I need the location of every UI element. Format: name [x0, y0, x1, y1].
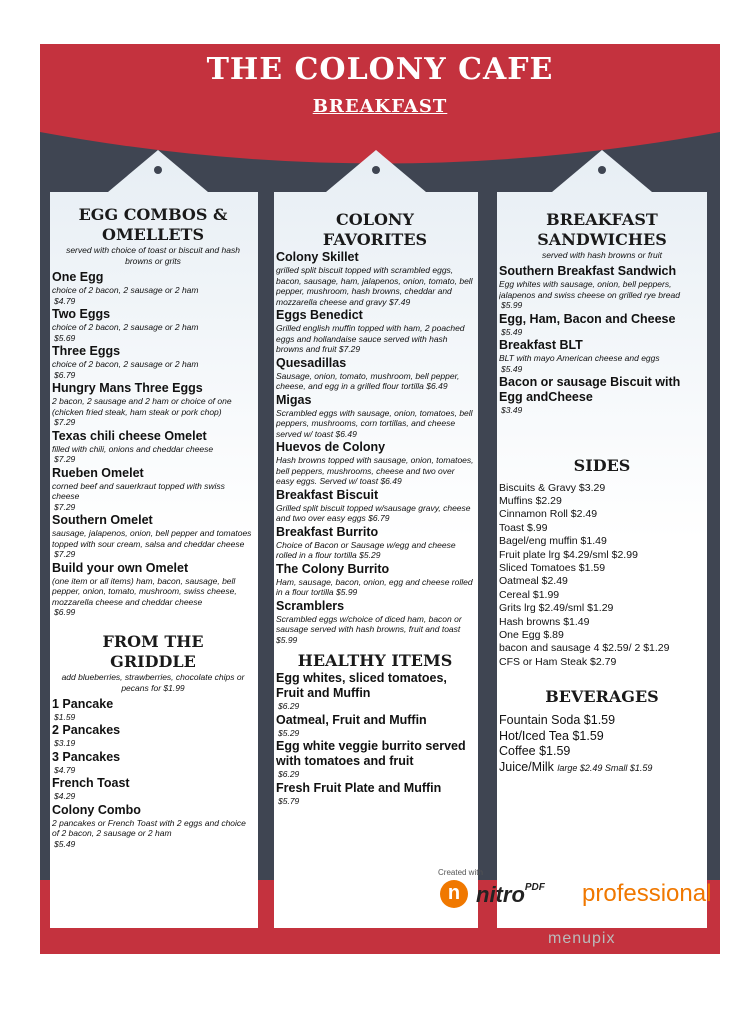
- section-title-line: OMELLETS: [102, 225, 204, 244]
- item-description: sausage, jalapenos, onion, bell pepper and tomatoes topped with sour cream, salsa and cheddar cheese: [52, 528, 252, 549]
- side-item: bacon and sausage 4 $2.59/ 2 $1.29: [499, 642, 670, 655]
- section-note: served with choice of toast or biscuit and hash browns or grits: [66, 245, 240, 266]
- item-description: choice of 2 bacon, 2 sausage or 2 ham: [52, 285, 199, 295]
- item-price: $5.69: [54, 332, 76, 343]
- item-description: Scrambled eggs with sausage, onion, tomatoes, bell peppers, mushrooms, corn tortillas, and cheese served w/ toast $6.49: [276, 407, 473, 439]
- item-price: $7.29: [54, 454, 76, 464]
- watermark-pdf: PDF: [524, 882, 545, 893]
- item-description: Sausage, onion, tomato, mushroom, bell pepper, cheese, and egg in a grilled flour tortilla $6.49: [276, 370, 460, 391]
- item-name: Colony Skillet: [276, 250, 359, 264]
- item-name: Build your own Omelet: [52, 560, 189, 575]
- item-price: $6.29: [278, 701, 300, 711]
- item-description: Scrambled eggs w/choice of diced ham, bacon or sausage served with hash browns, fruit and toast $5.99: [276, 613, 462, 645]
- side-item: One Egg $.89: [499, 628, 564, 641]
- item-price: $7.29: [338, 344, 361, 354]
- item-name: Egg, Ham, Bacon and Cheese: [499, 311, 676, 326]
- sides-list: [499, 482, 705, 670]
- item-price: $6.49: [426, 381, 448, 391]
- item-description: grilled split biscuit topped with scrambled eggs, bacon, sausage, ham, jalapenos, onion, tomato, bell pepper, mushroom, hash browns, cheddar and mozzarella cheese and gravy $7.49: [276, 265, 473, 307]
- item-price: $5.99: [501, 300, 523, 310]
- item-price: $1.59: [54, 711, 76, 722]
- item-description: 2 pancakes or French Toast with 2 eggs and choice of 2 bacon, 2 sausage or 2 ham: [52, 817, 246, 838]
- item-price: $4.29: [54, 791, 76, 801]
- section-title: [276, 210, 474, 250]
- item-name: Huevos de Colony: [276, 440, 386, 454]
- item-name: Egg white veggie burrito served with tomatoes and fruit: [276, 739, 466, 768]
- item-name: 1 Pancake: [52, 696, 114, 711]
- beverage-price: $1.59: [539, 744, 571, 759]
- item-price: $5.79: [278, 795, 300, 806]
- beverage-name: Hot/Iced Tea: [499, 728, 569, 743]
- item-description: choice of 2 bacon, 2 sausage or 2 ham: [52, 322, 199, 332]
- menupix-watermark: menupix: [548, 930, 616, 947]
- item-description: BLT with mayo American cheese and eggs: [499, 353, 660, 363]
- cafe-title: THE COLONY CAFE: [206, 52, 554, 87]
- beverage-price: $1.59: [583, 713, 616, 728]
- item-price: $6.79: [54, 369, 76, 380]
- beverage-name: Juice/Milk: [499, 759, 554, 774]
- item-name: Rueben Omelet: [52, 465, 144, 480]
- item-price: $6.49: [335, 428, 357, 439]
- menu-item: [52, 270, 254, 306]
- beverage-item: [499, 729, 705, 745]
- item-name: 2 Pancakes: [52, 723, 121, 737]
- section-title-line: GRIDDLE: [110, 651, 196, 671]
- item-price: $6.99: [54, 607, 76, 617]
- item-description: Ham, sausage, bacon, onion, egg and cheese rolled in a flour tortilla $5.99: [276, 576, 473, 597]
- side-item: Toast $.99: [499, 521, 548, 534]
- menu-item: [276, 599, 474, 646]
- menu-item: [276, 440, 474, 487]
- menu-item: [52, 776, 254, 802]
- item-description: choice of 2 bacon, 2 sausage or 2 ham: [52, 359, 199, 369]
- nitro-watermark: [432, 868, 732, 928]
- beverage-price: $1.59: [572, 728, 604, 743]
- item-name: Three Eggs: [52, 344, 121, 358]
- menu-item: [52, 513, 254, 560]
- item-name: Texas chili cheese Omelet: [52, 428, 207, 443]
- item-name: The Colony Burrito: [276, 561, 390, 576]
- item-price: $5.49: [501, 326, 523, 337]
- column-favorites-healthy: [276, 210, 474, 807]
- item-name: Fresh Fruit Plate and Muffin: [276, 780, 442, 795]
- item-price: $5.49: [501, 363, 523, 374]
- item-name: Eggs Benedict: [276, 308, 363, 322]
- menu-item: [499, 264, 705, 311]
- menu-item: [276, 393, 474, 440]
- side-item: Cereal $1.99: [499, 588, 560, 601]
- item-description: Choice of Bacon or Sausage w/egg and cheese rolled in a flour tortilla $5.29: [276, 539, 456, 560]
- beverage-sizes: large $2.49 Small $1.59: [557, 762, 653, 773]
- menu-subtitle: BREAKFAST: [312, 96, 448, 117]
- item-price: $3.19: [54, 738, 76, 748]
- item-price: $5.99: [336, 587, 358, 597]
- item-name: 3 Pancakes: [52, 749, 121, 764]
- griddle-list: [52, 697, 254, 850]
- menu-item: [52, 344, 254, 380]
- beverages-list: [499, 713, 705, 776]
- watermark-brand: [476, 882, 545, 908]
- item-description: 2 bacon, 2 sausage and 2 ham or choice of one (chicken fried steak, ham steak or pork chop): [52, 396, 232, 417]
- menu-item: [52, 307, 254, 343]
- item-description: Grilled split biscuit topped w/sausage gravy, cheese and two over easy eggs $6.79: [276, 502, 471, 523]
- item-description: Hash browns topped with sausage, onion, tomatoes, bell peppers, mushrooms, cheese and two over easy eggs. Served w/ toast $6.49: [276, 455, 474, 486]
- section-title-line: FROM THE: [102, 631, 204, 651]
- item-name: Oatmeal, Fruit and Muffin: [276, 712, 427, 727]
- section-note: served with hash browns or fruit: [542, 250, 662, 260]
- item-name: Breakfast Biscuit: [276, 487, 379, 502]
- menu-item: [276, 671, 474, 712]
- section-title: SIDES: [573, 455, 631, 475]
- section-note: add blueberries, strawberries, chocolate chips or pecans for $1.99: [61, 671, 245, 693]
- watermark-created: Created with: [438, 868, 483, 877]
- menu-item: [276, 250, 474, 307]
- menu-item: [499, 312, 705, 338]
- menu-item: [52, 561, 254, 618]
- column-egg-griddle: [52, 205, 254, 850]
- item-description: (one item or all items) ham, bacon, sausage, bell pepper, onion, tomato, mushroom, swiss cheese, mozzarella cheese and cheddar cheese: [52, 575, 237, 607]
- section-title-line: EGG COMBOS &: [78, 205, 228, 224]
- favorites-list: [276, 250, 474, 645]
- menu-item: [52, 381, 254, 428]
- item-price: $7.29: [54, 549, 76, 559]
- side-item: Muffins $2.29: [499, 494, 562, 507]
- item-name: Breakfast BLT: [499, 338, 583, 352]
- item-price: $6.79: [368, 513, 390, 523]
- item-name: Breakfast Burrito: [276, 524, 379, 539]
- menu-item: [499, 338, 705, 374]
- section-title: [499, 210, 705, 250]
- section-title-line: BREAKFAST: [546, 210, 658, 229]
- item-price: $3.49: [501, 405, 523, 415]
- item-price: $5.29: [278, 727, 300, 738]
- item-price: $4.79: [54, 295, 76, 306]
- sandwiches-list: [499, 264, 705, 416]
- watermark-edition: professional: [582, 880, 712, 907]
- side-item: Grits lrg $2.49/sml $1.29: [499, 602, 614, 615]
- menu-item: [276, 488, 474, 524]
- section-title: [52, 205, 254, 245]
- item-description: Grilled english muffin topped with ham, 2 poached eggs and hollandaise sauce served with hash browns and fruit $7.29: [276, 323, 465, 354]
- side-item: Bagel/eng muffin $1.49: [499, 535, 607, 548]
- side-item: Fruit plate lrg $4.29/sml $2.99: [499, 548, 638, 561]
- beverage-item: [499, 760, 705, 777]
- item-price: $7.29: [54, 501, 76, 512]
- section-title-line: FAVORITES: [322, 230, 428, 249]
- nitro-logo-icon: n: [440, 880, 468, 908]
- item-name: French Toast: [52, 776, 130, 790]
- menu-item: [276, 308, 474, 355]
- menu-item: [276, 562, 474, 598]
- menu-item: [52, 429, 254, 465]
- side-item: Biscuits & Gravy $3.29: [499, 481, 606, 494]
- item-name: One Egg: [52, 270, 104, 284]
- beverage-name: Fountain Soda: [499, 713, 581, 728]
- item-price: $5.49: [54, 838, 76, 849]
- menu-item: [52, 466, 254, 513]
- egg-combos-list: [52, 270, 254, 618]
- healthy-list: [276, 671, 474, 806]
- section-title-line: SANDWICHES: [537, 230, 667, 249]
- menu-item: [276, 739, 474, 780]
- item-name: Bacon or sausage Biscuit with Egg andCheese: [499, 375, 681, 404]
- beverage-item: [499, 713, 705, 729]
- item-name: Scramblers: [276, 598, 345, 613]
- item-name: Colony Combo: [52, 802, 141, 817]
- item-price: $6.29: [278, 769, 300, 779]
- menu-item: [276, 356, 474, 392]
- side-item: Sliced Tomatoes $1.59: [499, 561, 606, 574]
- item-description: filled with chili, onions and cheddar cheese: [52, 443, 214, 454]
- item-price: $5.29: [359, 550, 381, 560]
- item-price: $7.49: [388, 296, 411, 307]
- item-name: Southern Omelet: [52, 513, 153, 527]
- menu-item: [52, 723, 254, 749]
- menu-item: [52, 803, 254, 850]
- side-item: Cinnamon Roll $2.49: [499, 508, 598, 521]
- item-name: Egg whites, sliced tomatoes, Fruit and Muffin: [276, 671, 447, 700]
- item-description: corned beef and sauerkraut topped with swiss cheese: [52, 480, 225, 501]
- side-item: Oatmeal $2.49: [499, 575, 568, 588]
- item-name: Two Eggs: [52, 307, 111, 321]
- watermark-brand-text: nitro: [476, 882, 525, 907]
- item-price: $4.79: [54, 764, 76, 775]
- side-item: Hash browns $1.49: [499, 615, 590, 628]
- item-price: $5.99: [276, 634, 298, 645]
- menu-item: [276, 525, 474, 561]
- item-name: Quesadillas: [276, 355, 347, 370]
- section-title-line: COLONY: [336, 210, 414, 229]
- beverage-item: [499, 744, 705, 760]
- section-title: HEALTHY ITEMS: [297, 651, 453, 670]
- side-item: CFS or Ham Steak $2.79: [499, 655, 617, 668]
- column-sandwiches-sides: [499, 210, 705, 776]
- menu-item: [52, 697, 254, 723]
- item-name: Hungry Mans Three Eggs: [52, 381, 203, 395]
- menu-item: [276, 781, 474, 807]
- item-price: $7.29: [54, 417, 76, 427]
- section-title: BEVERAGES: [545, 687, 659, 707]
- item-price: $6.49: [380, 476, 402, 486]
- beverage-name: Coffee: [499, 744, 536, 759]
- item-name: Migas: [276, 392, 312, 407]
- item-description: Egg whites with sausage, onion, bell peppers, jalapenos and swiss cheese on grilled rye bread: [499, 279, 680, 300]
- item-name: Southern Breakfast Sandwich: [499, 264, 677, 278]
- menu-item: [499, 375, 705, 416]
- menu-item: [52, 750, 254, 776]
- menu-item: [276, 713, 474, 739]
- section-title: [52, 632, 254, 672]
